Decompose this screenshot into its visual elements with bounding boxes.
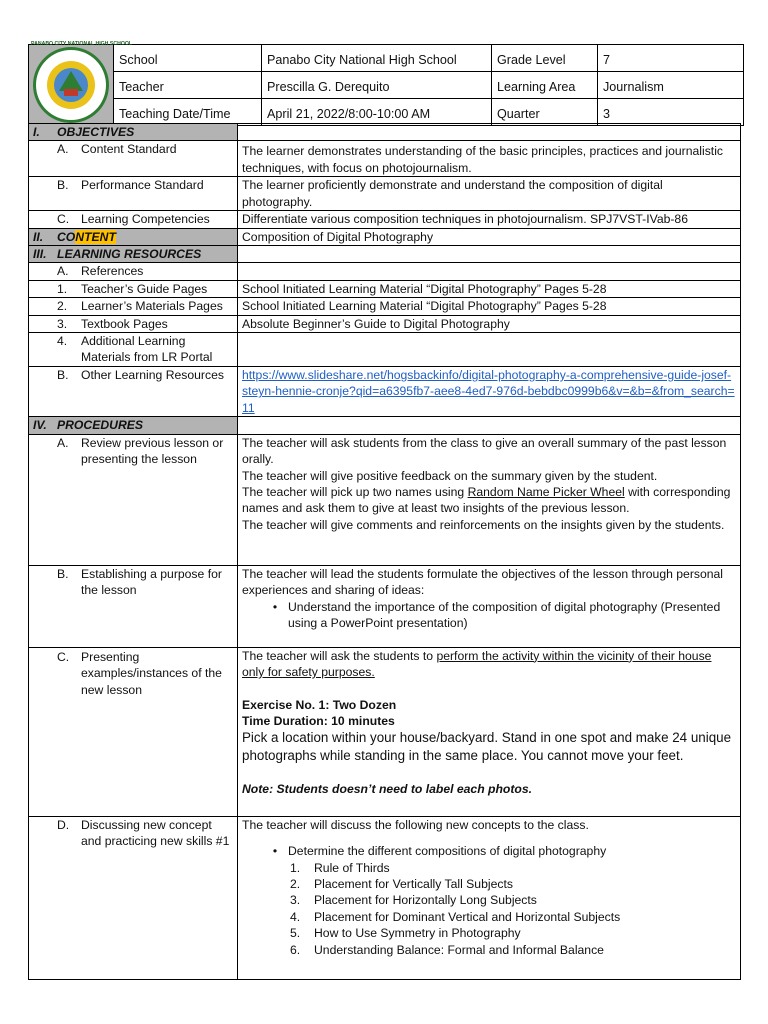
list-item: 3. Placement for Horizontally Long Subjects [290,893,537,908]
teaching-date-label: Teaching Date/Time [114,99,262,126]
bullet-item: • Determine the different compositions of digital photography [242,843,736,859]
row-content-standard: A. Content Standard The learner demonstrates understanding of the basic principles, practices and journalistic techniques, with focus on photojournalism. [29,141,741,177]
paragraph: The teacher will ask students from the class to give an overall summary of the past lesson orally. [242,435,727,467]
row-label: Performance Standard [81,178,204,193]
logo-text: PANABO CITY NATIONAL HIGH SCHOOL [31,41,133,47]
section-content [29,228,741,245]
row-label: Learner’s Materials Pages [81,299,223,314]
picker-wheel-link[interactable]: Random Name Picker Wheel [467,484,625,499]
row-label: References [81,264,144,279]
school-label: School [114,45,262,72]
school-seal-icon [31,41,133,125]
list-item: 2. Placement for Vertically Tall Subjects [290,876,513,891]
resource-link[interactable]: https://www.slideshare.net/hogsbackinfo/digital-photography-a-comprehensive-guide-josef-steyn-hennie-cronje?qid=a6395fb7-aee8-4ed7-976d-bebdbc0999b6&v=&b=&from_search=11 [242,368,735,415]
numbered-list [242,860,736,958]
section-header: III. LEARNING RESOURCES [29,246,238,263]
row-label: Discussing new concept and practicing new skills #1 [81,817,230,849]
lr-portal-value [238,333,741,367]
learning-area-label: Learning Area [492,72,598,99]
content-standard-value: The learner demonstrates understanding of the basic principles, practices and journalistic techniques, with focus on photojournalism. [238,141,741,177]
grade-level-label: Grade Level [492,45,598,72]
teacher-label: Teacher [114,72,262,99]
paragraph: The teacher will lead the students formulate the objectives of the lesson through personal experiences and sharing of ideas: [242,566,724,598]
section-title: OBJECTIVES [57,125,135,139]
section-number: I. [33,125,40,139]
quarter-value: 3 [598,99,744,126]
lesson-plan-table [28,123,741,980]
section-title: CONTENT [57,229,116,244]
learning-area-value: Journalism [598,72,744,99]
row-label: Textbook Pages [81,316,168,331]
row-label: Other Learning Resources [81,368,224,383]
exercise-title: Exercise No. 1: Two Dozen [242,697,397,712]
paragraph: The teacher will pick up two names using Random Name Picker Wheel with corresponding names and ask them to give at least two insights of the previous lesson. [242,484,731,516]
section-learning-resources [29,246,741,263]
quarter-label: Quarter [492,99,598,126]
row-label: Content Standard [81,142,177,157]
row-label: Review previous lesson or presenting the lesson [81,435,224,467]
row-performance-standard: B. Performance Standard The learner proficiently demonstrate and understand the composition of digital photography. [29,177,741,211]
learners-materials-value: School Initiated Learning Material “Digital Photography” Pages 5-28 [238,298,741,315]
list-item: 4. Placement for Dominant Vertical and Horizontal Subjects [290,909,621,924]
performance-standard-value: The learner proficiently demonstrate and understand the composition of digital photography. [238,177,741,211]
bullet-icon: • [272,844,278,859]
row-label: Presenting examples/instances of the new lesson [81,649,222,697]
section-objectives [29,124,741,141]
list-item: 6. Understanding Balance: Formal and Informal Balance [290,942,604,957]
competencies-value: Differentiate various composition techniques in photojournalism. SPJ7VST-IVab-86 [238,211,741,228]
exercise-instructions: Pick a location within your house/backyard. Stand in one spot and make 24 unique photographs while standing in the same place. You cannot move your feet. [242,730,732,764]
paragraph: The teacher will discuss the following new concepts to the class. [242,817,589,832]
note: Note: Students doesn’t need to label each photos. [242,781,533,796]
row-procedure-d: D. Discussing new concept and practicing new skills #1 The teacher will discuss the following new concepts to the class. • Determine the different compositions of digital photography 1. Rule of Thirds 2. Placement for Vertically Tall Subjects 3. Placement for Horizontally Long Subjects 4. Placement for Dominant Vertical and Horizontal Subjects 5. How to Use Symmetry in Photography 6. Understanding Balance: Formal and Informal Balance [29,816,741,979]
bullet-icon: • [272,599,278,614]
row-procedure-b: B. Establishing a purpose for the lesson The teacher will lead the students formulate the objectives of the lesson through personal experiences and sharing of ideas: • Understand the importance of the composition of digital photography (Presented using a PowerPoint presentation) [29,565,741,647]
row-procedure-c: C. Presenting examples/instances of the new lesson The teacher will ask the students to perform the activity within the vicinity of their house only for safety purposes. Exercise No. 1: Two Dozen Time Duration: 10 minutes Pick a location within your house/backyard. Stand in one spot and make 24 unique photographs while standing in the same place. You cannot move your feet. Note: Students doesn’t need to label each photos. [29,647,741,816]
row-label: Learning Competencies [81,212,210,227]
paragraph: The teacher will give positive feedback on the summary given by the student. [242,468,658,483]
section-procedures [29,417,741,434]
section-header: II. CONTENT [29,228,238,245]
row-procedure-a: A. Review previous lesson or presenting the lesson The teacher will ask students from the class to give an overall summary of the past lesson orally. The teacher will give positive feedback on the summary given by the student. The teacher will pick up two names using Random Name Picker Wheel with corresponding names and ask them to give at least two insights of the previous lesson. The teacher will give comments and reinforcements on the insights given by the students. [29,434,741,565]
section-title: LEARNING RESOURCES [57,247,202,262]
row-learners-materials: 2. Learner’s Materials Pages School Initiated Learning Material “Digital Photography” Pages 5-28 [29,298,741,315]
content-value: Composition of Digital Photography [238,228,741,245]
school-logo-cell [29,41,133,126]
teacher-value: Prescilla G. Derequito [262,72,492,99]
row-references: A. References [29,263,741,280]
row-label: Teacher’s Guide Pages [81,281,208,296]
header-table [28,41,744,126]
school-value: Panabo City National High School [262,45,492,72]
row-textbook: 3. Textbook Pages Absolute Beginner’s Guide to Digital Photography [29,315,741,332]
bullet-item: • Understand the importance of the composition of digital photography (Presented using a PowerPoint presentation) [242,599,736,632]
highlighted-text: NTENT [75,229,116,244]
teaching-date-value: April 21, 2022/8:00-10:00 AM [262,99,492,126]
row-label: Establishing a purpose for the lesson [81,566,222,598]
textbook-value: Absolute Beginner’s Guide to Digital Photography [238,315,741,332]
time-duration: Time Duration: 10 minutes [242,713,395,728]
paragraph: The teacher will give comments and reinforcements on the insights given by the students. [242,517,725,532]
section-title: PROCEDURES [57,418,144,433]
paragraph: The teacher will ask the students to perform the activity within the vicinity of their house only for safety purposes. [242,648,712,680]
row-other-resources: B. Other Learning Resources https://www.slideshare.net/hogsbackinfo/digital-photography-a-comprehensive-guide-josef-steyn-hennie-cronje?qid=a6395fb7-aee8-4ed7-976d-bebdbc0999b6&v=&b=&from_search=11 [29,367,741,417]
list-item: 1. Rule of Thirds [290,860,390,875]
row-lr-portal: 4. Additional Learning Materials from LR Portal [29,333,741,367]
section-header: IV. PROCEDURES [29,417,238,434]
list-item: 5. How to Use Symmetry in Photography [290,926,521,941]
grade-level-value: 7 [598,45,744,72]
section-header [29,124,238,141]
row-label: Additional Learning Materials from LR Portal [81,334,213,365]
row-learning-competencies: C. Learning Competencies Differentiate various composition techniques in photojournalism. SPJ7VST-IVab-86 [29,211,741,228]
row-teachers-guide: 1. Teacher’s Guide Pages School Initiated Learning Material “Digital Photography” Pages 5-28 [29,280,741,297]
teachers-guide-value: School Initiated Learning Material “Digital Photography” Pages 5-28 [238,280,741,297]
